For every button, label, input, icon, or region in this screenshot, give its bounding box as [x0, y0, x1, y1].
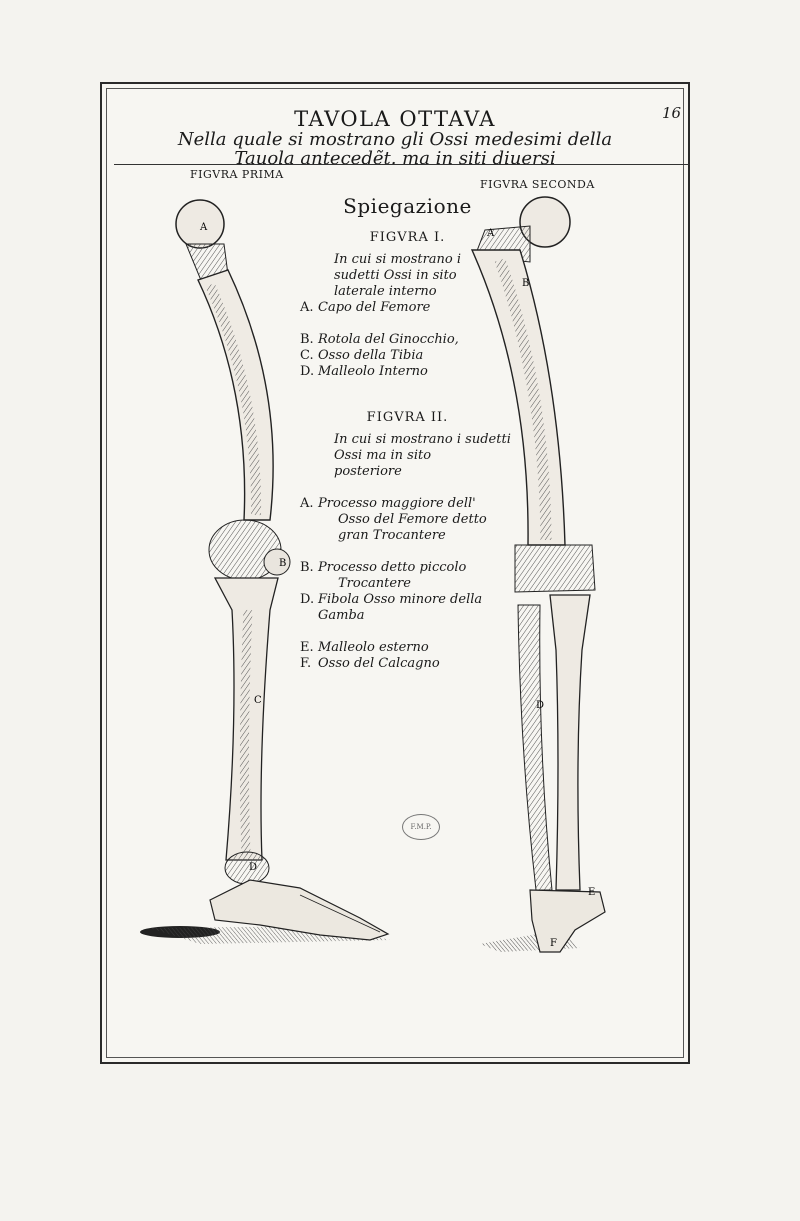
item-value: Capo del Femore	[318, 300, 431, 315]
fig2-letter-d: D	[536, 700, 545, 711]
item-key: A.	[300, 300, 314, 315]
fig2-letter-e: E	[588, 887, 596, 898]
fig2-fibula	[518, 605, 552, 890]
fig1-letter-b: B	[279, 558, 287, 569]
figure-label-first: FIGVRA PRIMA	[190, 168, 284, 181]
item-value: Malleolo Interno	[318, 364, 428, 379]
figure2-desc-line: posteriore	[334, 464, 402, 479]
figure1-item	[300, 332, 515, 348]
explanation-column	[300, 194, 515, 672]
fig2-knee	[515, 545, 595, 592]
item-continuation: Gamba	[318, 608, 365, 623]
fig1-tibia-shading	[244, 610, 248, 855]
figure2-heading: FIGVRA II.	[366, 410, 449, 425]
item-key: D.	[300, 364, 315, 379]
item-key: B.	[300, 560, 314, 575]
item-value: Fibola Osso minore della	[318, 592, 483, 607]
explanation-title: Spiegazione	[343, 194, 472, 218]
figure2-item	[300, 640, 515, 656]
item-continuation: gran Trocantere	[338, 528, 446, 543]
fig2-letter-b: B	[522, 278, 530, 289]
fig2-tibia	[550, 595, 590, 890]
figure2-desc-line: In cui si mostrano i sudetti	[334, 432, 511, 447]
figure1-heading: FIGVRA I.	[369, 230, 446, 245]
figure1-desc-line: sudetti Ossi in sito	[334, 268, 457, 283]
item-key: A.	[300, 496, 314, 511]
plate-subtitle-line1: Nella quale si mostrano gli Ossi medesimi della	[177, 129, 613, 150]
item-value: Processo detto piccolo	[318, 560, 467, 575]
plate-title: TAVOLA OTTAVA	[294, 107, 496, 131]
figure1-item	[300, 300, 515, 316]
item-value: Rotola del Ginocchio,	[318, 332, 459, 347]
item-key: B.	[300, 332, 314, 347]
fig1-letter-a: A	[200, 222, 208, 233]
item-key: F.	[300, 656, 312, 671]
plate-subtitle-line2: Tauola antecedẽt. ma in siti diuersi	[234, 148, 556, 169]
figure1-item	[300, 364, 515, 380]
fig1-femur-shaft	[198, 270, 273, 520]
library-stamp: F.M.P.	[402, 814, 440, 840]
item-value: Osso del Calcagno	[318, 656, 440, 671]
item-continuation: Trocantere	[338, 576, 411, 591]
fig2-letter-a: A	[487, 228, 495, 239]
figure2-item	[300, 560, 515, 576]
figure2-item	[300, 656, 515, 672]
item-value: Osso della Tibia	[318, 348, 424, 363]
figure2-desc-line: Ossi ma in sito	[334, 448, 432, 463]
figure2-item	[300, 592, 515, 608]
figure1-desc-line: laterale interno	[334, 284, 437, 299]
fig1-letter-d: D	[249, 862, 258, 873]
item-value: Processo maggiore dell'	[318, 496, 476, 511]
item-value: Malleolo esterno	[318, 640, 429, 655]
item-key: C.	[300, 348, 314, 363]
page-number: 16	[662, 104, 682, 122]
figure-label-second: FIGVRA SECONDA	[480, 178, 595, 191]
figure1-desc-line: In cui si mostrano i	[334, 252, 462, 267]
figure1-item	[300, 348, 515, 364]
fig1-letter-c: C	[254, 695, 262, 706]
item-continuation: Osso del Femore detto	[338, 512, 487, 527]
item-key: E.	[300, 640, 314, 655]
item-key: D.	[300, 592, 315, 607]
fig2-letter-f: F	[550, 938, 557, 949]
fig1-ankle	[225, 852, 269, 884]
figure2-item	[300, 496, 515, 512]
